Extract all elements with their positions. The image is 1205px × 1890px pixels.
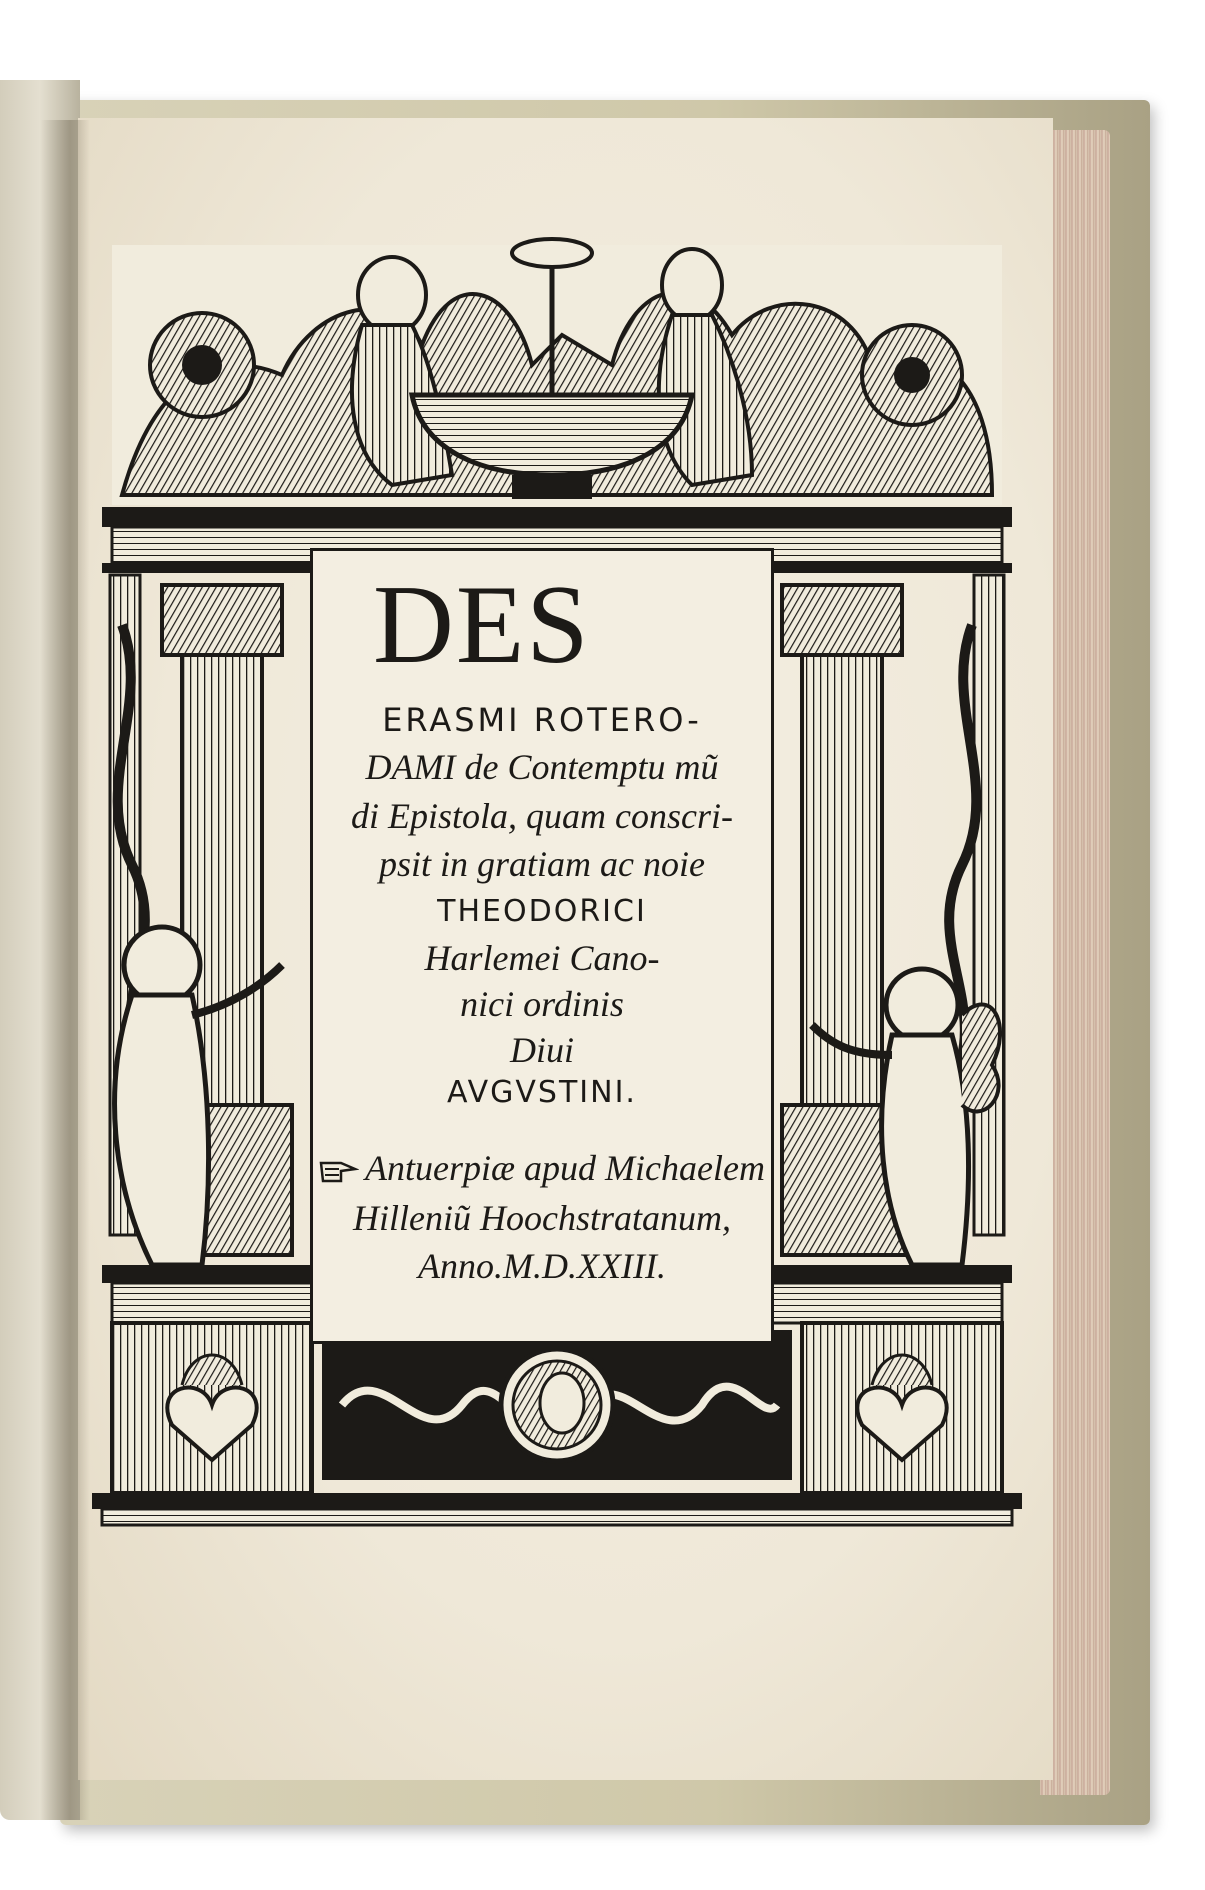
- portrait-medallion-icon: [501, 1349, 613, 1461]
- heading: DES: [373, 563, 591, 687]
- title-line-3: di Epistola, quam conscri-: [351, 796, 733, 836]
- title-line-5: THEODORICI: [437, 894, 647, 929]
- top-frieze: [112, 239, 1002, 505]
- imprint-text-1: Antuerpiæ apud Michaelem: [365, 1148, 765, 1188]
- title-line-7: nici ordinis: [460, 984, 624, 1024]
- title-line-4: psit in gratiam ac noie: [379, 844, 705, 884]
- gutter-shadow: [40, 120, 90, 1820]
- title-line-8: Diui: [509, 1030, 574, 1070]
- title-line-9: AVGVSTINI.: [447, 1075, 637, 1110]
- left-column: [110, 575, 292, 1265]
- title-panel: [310, 548, 774, 1344]
- imprint-line-1: [313, 1147, 771, 1189]
- title-line-2: DAMI de Contemptu mũ: [365, 747, 719, 787]
- title-line-1: ERASMI ROTERO-: [382, 701, 702, 739]
- title-line-6: Harlemei Cano-: [424, 938, 660, 978]
- imprint-line-2: Hilleniũ Hoochstratanum,: [353, 1198, 731, 1238]
- imprint-line-3: Anno.M.D.XXIII.: [418, 1246, 666, 1286]
- right-column: [782, 575, 1004, 1265]
- manicule-icon: [319, 1157, 359, 1187]
